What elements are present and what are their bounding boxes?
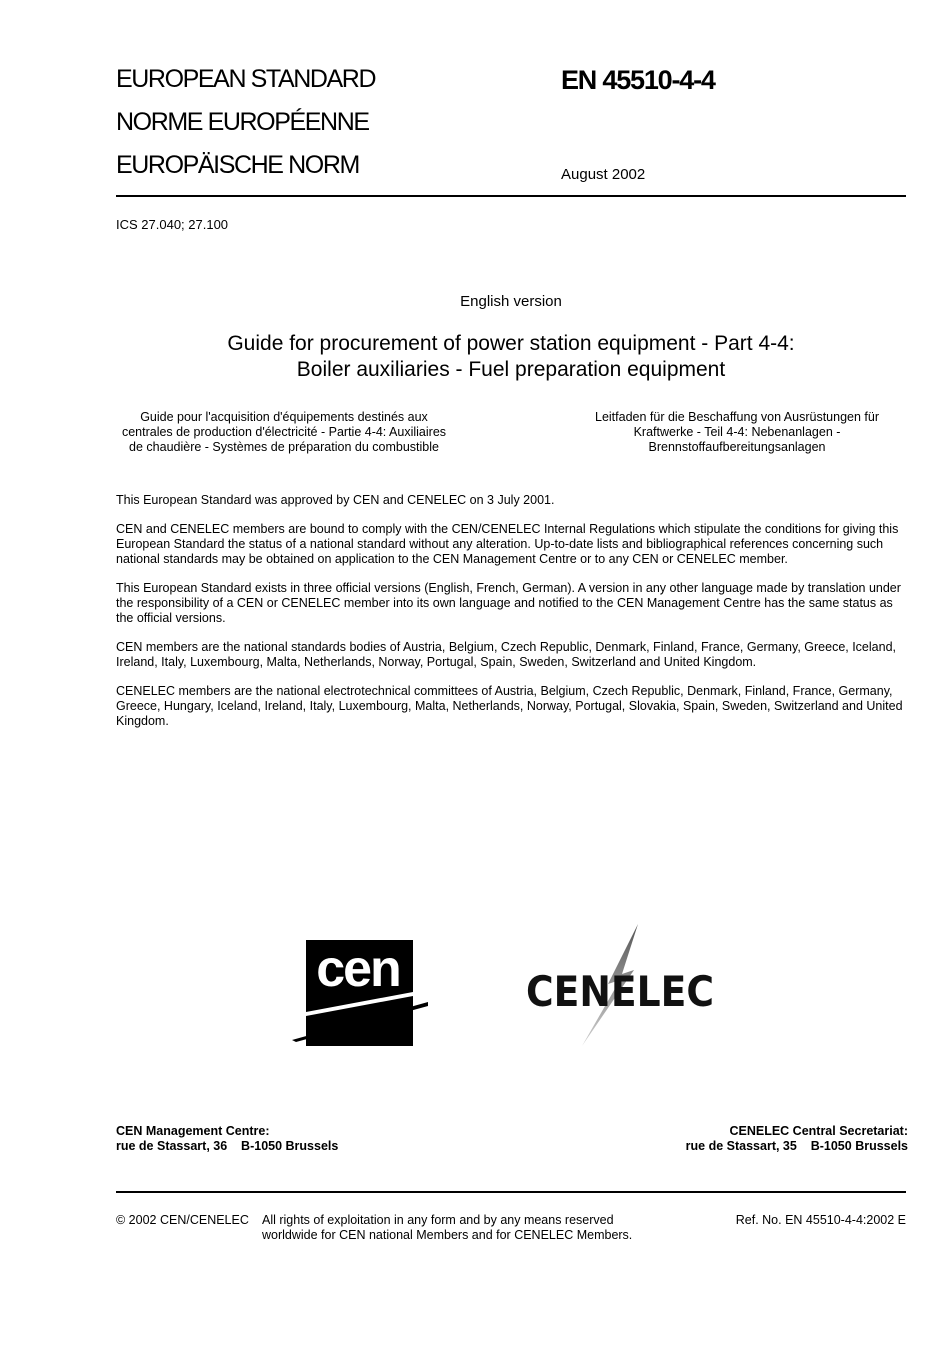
subtitle-german: Leitfaden für die Beschaffung von Ausrüstungen für Kraftwerke - Teil 4-4: Nebenanlagen - Brennstoffaufbereitungsanlagen <box>595 410 879 454</box>
cen-address-block <box>116 1124 338 1154</box>
standard-title-french: NORME EUROPÉENNE <box>116 108 369 136</box>
cenelec-logo-text: CENELEC <box>526 967 714 1016</box>
cenelec-address-line: rue de Stassart, 35 B-1050 Brussels <box>685 1139 908 1153</box>
versions-paragraph: This European Standard exists in three official versions (English, French, German). A version in any other language made by translation under the responsibility of a CEN or CENELEC member into its own language and notified to the CEN Management Centre has the same status as the official versions. <box>116 581 901 625</box>
cenelec-address-title: CENELEC Central Secretariat: <box>729 1124 908 1138</box>
main-title-line-1: Guide for procurement of power station equipment - Part 4-4: <box>227 332 795 355</box>
subtitle-french: Guide pour l'acquisition d'équipements destinés aux centrales de production d'électricité - Partie 4-4: Auxiliaires de chaudière - Systèmes de préparation du combustible <box>121 410 447 454</box>
approval-paragraph: This European Standard was approved by CEN and CENELEC on 3 July 2001. <box>116 493 555 507</box>
main-title-line-2: Boiler auxiliaries - Fuel preparation equipment <box>296 358 726 381</box>
body-text <box>116 493 908 743</box>
cen-logo <box>292 940 428 1046</box>
document-number: EN 45510-4-4 <box>561 65 715 95</box>
cenelec-address-block <box>686 1124 908 1154</box>
standard-title-german: EUROPÄISCHE NORM <box>116 151 359 179</box>
language-version: English version <box>460 293 562 310</box>
cen-members-paragraph: CEN members are the national standards bodies of Austria, Belgium, Czech Republic, Denmark, Finland, France, Germany, Greece, Iceland, Ireland, Italy, Luxembourg, Malta, Netherlands, Norway, Portugal, Spain, Sweden, Switzerland and United Kingdom. <box>116 640 896 669</box>
standard-title-english: EUROPEAN STANDARD <box>116 65 376 93</box>
document-date: August 2002 <box>561 166 646 183</box>
cen-address-title: CEN Management Centre: <box>116 1124 270 1138</box>
cen-logo-text: cen <box>316 940 400 998</box>
reference-number: Ref. No. EN 45510-4-4:2002 E <box>735 1213 906 1227</box>
footer-divider <box>116 1191 906 1193</box>
document-main-title <box>116 331 906 383</box>
copyright-notice: © 2002 CEN/CENELEC <box>116 1213 249 1227</box>
cen-address-line: rue de Stassart, 36 B-1050 Brussels <box>116 1139 339 1153</box>
ics-codes: ICS 27.040; 27.100 <box>116 217 229 232</box>
cenelec-logo <box>524 922 718 1048</box>
rights-statement: All rights of exploitation in any form and by any means reserved worldwide for CEN national Members and for CENELEC Members. <box>262 1213 633 1242</box>
cenelec-members-paragraph: CENELEC members are the national electrotechnical committees of Austria, Belgium, Czech Republic, Denmark, Finland, France, Germany, Greece, Hungary, Iceland, Ireland, Italy, Luxembourg, Malta, Netherlands, Norway, Portugal, Slovakia, Spain, Sweden, Switzerland and United Kingdom. <box>116 684 903 728</box>
header-divider <box>116 195 906 197</box>
compliance-paragraph: CEN and CENELEC members are bound to comply with the CEN/CENELEC Internal Regulations which stipulate the conditions for giving this European Standard the status of a national standard without any alteration. Up-to-date lists and bibliographical references concerning such national standards may be obtained on application to the CEN Management Centre or to any CEN or CENELEC member. <box>116 522 899 566</box>
